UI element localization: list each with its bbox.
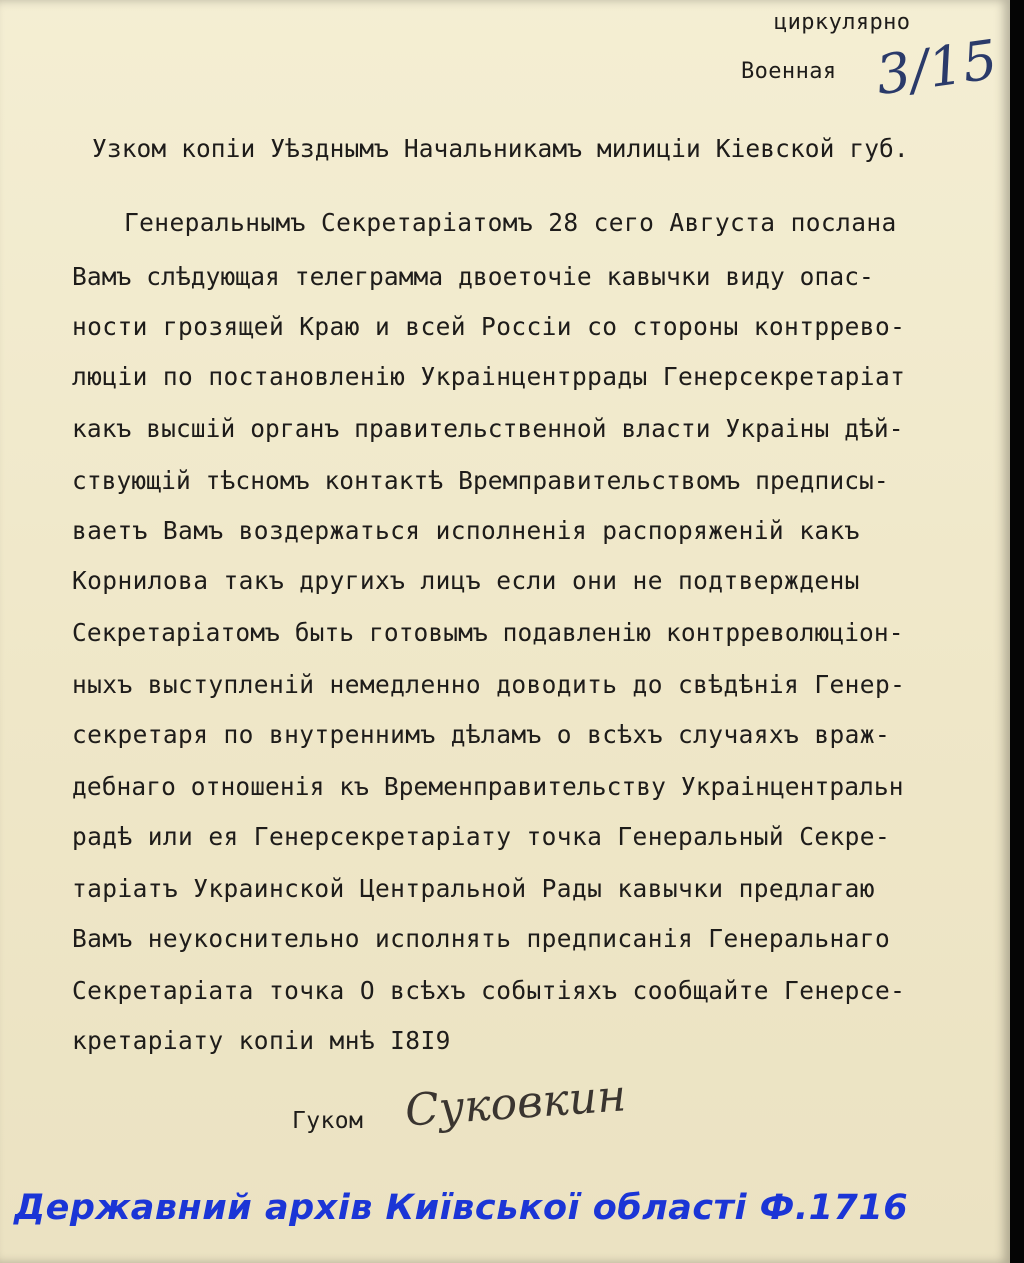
military-mark: Военная (741, 59, 837, 84)
body-line: кретарiату копiи мнѣ I8I9 (72, 1026, 451, 1055)
signature-handwritten: Суковкин (403, 1070, 628, 1137)
archive-caption: Державний архів Київської області Ф.1716 (14, 1188, 909, 1228)
body-line: люцiи по постановленiю Украiнцентррады Генерсекретарiат (72, 362, 906, 391)
body-line: радѣ или ея Генерсекретарiату точка Генеральный Секре- (72, 822, 891, 851)
body-line: Генеральнымъ Секретарiатомъ 28 сего Августа послана (124, 208, 897, 237)
body-line: Вамъ слѣдующая телеграмма двоеточiе кавычки виду опас- (72, 262, 874, 291)
body-line: какъ высшiй органъ правительственной власти Украiны дѣй- (72, 414, 904, 443)
body-line: ныхъ выступленiй немедленно доводить до свѣдѣнiя Генер- (72, 670, 906, 699)
body-line: ности грозящей Краю и всей Россiи со стороны контррево- (72, 312, 906, 341)
body-line: ствующiй тѣсномъ контактѣ Времправительствомъ предписы- (72, 466, 889, 495)
circular-mark: циркулярно (774, 10, 911, 35)
body-line: ваетъ Вамъ воздержаться исполненiя распоряженiй какъ (72, 516, 860, 545)
body-line: тарiатъ Украинской Центральной Рады кавычки предлагаю (72, 874, 875, 903)
body-line: Корнилова такъ другихъ лицъ если они не подтверждены (72, 566, 860, 595)
scan-edge (1010, 0, 1024, 1263)
body-line: дебнаго отношенiя къ Временправительству Украiнцентральн (72, 772, 904, 801)
body-line: Секретарiата точка О всѣхъ событiяхъ сообщайте Генерсе- (72, 976, 906, 1005)
body-line: Секретарiатомъ быть готовымъ подавленiю контрреволюцiон- (72, 618, 904, 647)
address-line: Узком копiи Уѣзднымъ Начальникамъ милицiи Кiевской губ. (92, 134, 909, 163)
body-line: Вамъ неукоснительно исполнять предписанiя Генеральнаго (72, 924, 891, 953)
handwritten-number: 3/15 (872, 27, 1002, 108)
body-line: секретаря по внутреннимъ дѣламъ о всѣхъ случаяхъ враж- (72, 720, 891, 749)
signature-label: Гуком (292, 1108, 364, 1134)
